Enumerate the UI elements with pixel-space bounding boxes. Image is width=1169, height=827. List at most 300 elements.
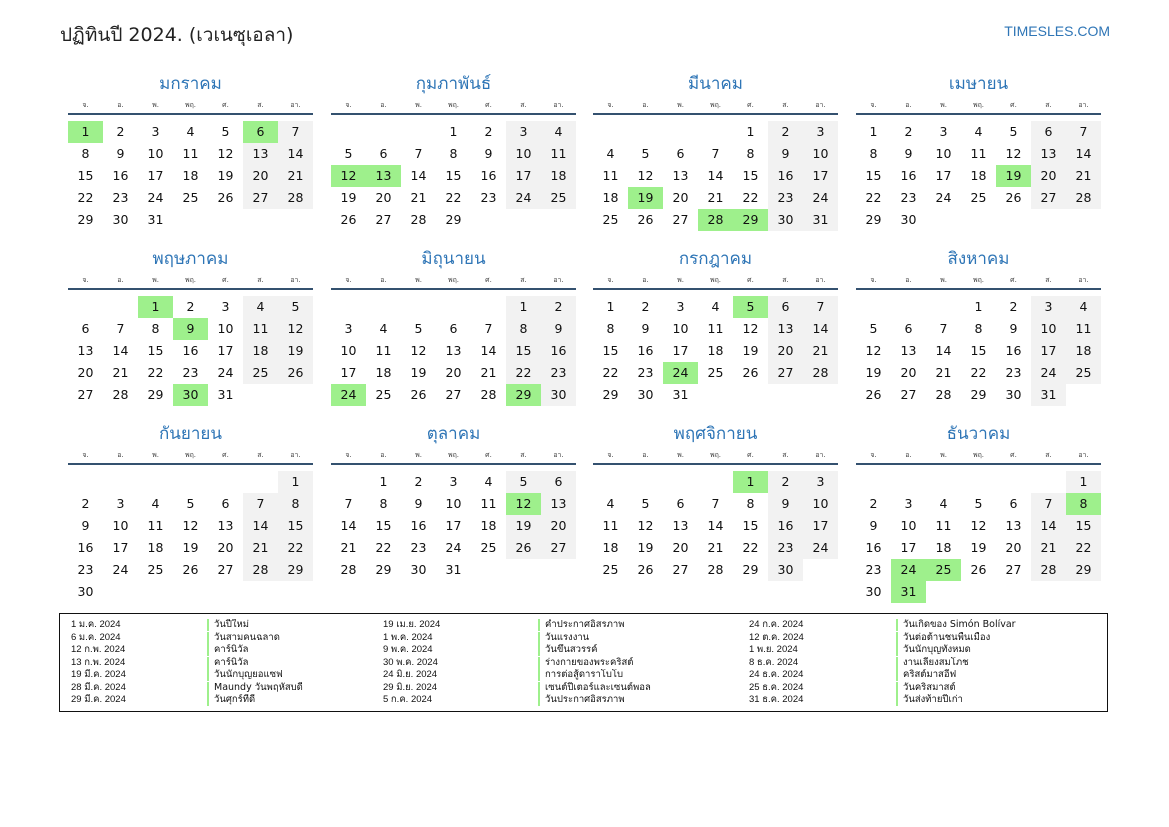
day-cell: 9 [768,493,803,515]
day-cell: 3 [939,124,948,139]
weekday-header [856,450,1101,462]
day-cell: 16 [768,515,803,537]
day-cell: 10 [340,343,357,358]
holiday-date: 28 มี.ค. 2024 [71,681,126,693]
day-cell: 17 [803,515,838,537]
day-cell: 26 [742,365,759,380]
day-cell: 2 [641,299,650,314]
day-cell: 23 [77,562,94,577]
day-cell: 2 [186,299,195,314]
day-cell: 15 [970,343,987,358]
holiday-name: คาร์นิวัล [207,657,248,669]
day-cell: 20 [375,190,392,205]
day-cell: 22 [742,190,759,205]
weekday-label: พ. [940,101,947,109]
day-cell: 2 [869,496,878,511]
day-cell: 20 [1005,540,1022,555]
day-cell: 5 [641,146,650,161]
day-cell: 17 [672,343,689,358]
day-cell: 4 [939,496,948,511]
weekday-label: ศ. [222,101,229,109]
month-name: มีนาคม [688,74,743,94]
day-cell: 9 [116,146,125,161]
day-cell: 8 [974,321,983,336]
weekday-label: ส. [520,101,527,109]
day-cell: 21 [1031,537,1066,559]
weekday-header [331,100,576,112]
day-cell: 30 [410,562,427,577]
day-cell: 12 [278,318,313,340]
weekday-label: อ. [380,101,387,109]
weekday-label: อ. [905,276,912,284]
day-cell: 15 [1066,515,1101,537]
holiday-name: งานเลี้ยงสมโภช [896,657,969,669]
weekday-label: ศ. [222,276,229,284]
month-block [68,247,313,417]
weekday-label: จ. [345,276,352,284]
day-cell: 23 [410,540,427,555]
month-block [68,72,313,242]
day-cell: 30 [112,212,129,227]
day-cell: 15 [602,343,619,358]
weekday-label: จ. [345,101,352,109]
day-cell: 29 [865,212,882,227]
day-cell: 14 [1066,143,1101,165]
day-cell: 4 [379,321,388,336]
day-cell: 25 [541,187,576,209]
weekday-label: จ. [82,451,89,459]
day-cell: 18 [602,190,619,205]
weekday-label: ส. [257,276,264,284]
day-cell: 19 [410,365,427,380]
day-cell: 21 [707,540,724,555]
weekday-label: พฤ. [447,276,460,284]
weekday-label: พฤ. [184,276,197,284]
day-cell: 31 [147,212,164,227]
holiday-name: ร่างกายของพระคริสต์ [538,657,633,669]
day-cell: 1 [974,299,983,314]
day-cell: 11 [541,143,576,165]
weekday-label: พฤ. [972,276,985,284]
day-cell: 13 [768,318,803,340]
day-cell: 3 [116,496,125,511]
holiday-date: 24 มิ.ย. 2024 [383,669,438,680]
day-cell: 28 [935,387,952,402]
day-cell: 6 [676,496,685,511]
day-cell: 16 [637,343,654,358]
day-cell: 19 [996,165,1031,187]
day-cell: 10 [672,321,689,336]
day-cell: 14 [935,343,952,358]
holiday-name: เซนต์ปีเตอร์และเซนต์พอล [538,682,651,694]
holiday-name: วันสามคนฉลาด [207,632,280,644]
day-cell: 21 [1066,165,1101,187]
day-cell: 30 [637,387,654,402]
day-cell: 17 [445,518,462,533]
weekday-label: พ. [677,101,684,109]
weekday-label: ศ. [485,451,492,459]
day-cell: 12 [1005,146,1022,161]
day-cell: 28 [410,212,427,227]
day-cell: 3 [803,471,838,493]
day-cell: 9 [541,318,576,340]
day-cell: 17 [803,165,838,187]
month-name: ธันวาคม [946,424,1011,444]
month-block [593,422,838,592]
day-cell: 3 [151,124,160,139]
month-name: พฤษภาคม [152,249,229,269]
holiday-name: คริสต์มาสอีฟ [896,669,956,681]
day-cell: 24 [445,540,462,555]
day-cell: 6 [221,496,230,511]
holiday-date: 19 เม.ย. 2024 [383,619,441,630]
day-cell: 7 [939,321,948,336]
holiday-name: วันแรงงาน [538,632,589,644]
day-cell: 9 [904,146,913,161]
day-cell: 18 [970,168,987,183]
day-cell: 6 [541,471,576,493]
day-cell: 8 [746,496,755,511]
day-cell: 6 [904,321,913,336]
day-cell: 22 [506,362,541,384]
holiday-date: 8 ธ.ค. 2024 [749,656,799,668]
day-cell: 14 [1031,515,1066,537]
day-cell: 10 [803,143,838,165]
day-cell: 24 [803,187,838,209]
weekday-label: ศ. [485,276,492,284]
holiday-date: 13 ก.พ. 2024 [71,656,126,668]
weekday-label: พ. [415,276,422,284]
weekday-label: อา. [1078,451,1089,459]
day-cell: 10 [935,146,952,161]
weekday-label: พฤ. [184,451,197,459]
day-cell: 22 [865,190,882,205]
day-cell: 19 [637,540,654,555]
day-cell: 28 [278,187,313,209]
day-cell: 2 [484,124,493,139]
day-cell: 28 [340,562,357,577]
weekday-label: ส. [1045,276,1052,284]
weekday-label: อา. [290,451,301,459]
day-cell: 10 [445,496,462,511]
day-cell: 1 [869,124,878,139]
day-cell: 31 [672,387,689,402]
day-cell: 15 [865,168,882,183]
month-divider [593,113,838,115]
day-cell: 27 [445,387,462,402]
weekday-label: จ. [82,101,89,109]
month-block [593,72,838,242]
weekday-label: ส. [782,101,789,109]
day-cell: 27 [77,387,94,402]
weekday-label: ส. [520,276,527,284]
day-cell: 27 [243,187,278,209]
day-cell: 11 [602,518,619,533]
day-cell: 1 [379,474,388,489]
day-cell: 3 [221,299,230,314]
weekday-label: อา. [553,101,564,109]
holiday-name: คำประกาศอิสรภาพ [538,619,625,631]
day-cell: 26 [182,562,199,577]
day-cell: 28 [1031,559,1066,581]
day-cell: 11 [480,496,497,511]
weekday-label: จ. [870,451,877,459]
day-cell: 11 [970,146,987,161]
day-cell: 18 [375,365,392,380]
day-cell: 24 [663,362,698,384]
month-divider [331,288,576,290]
holiday-name: วันศุกร์ที่ดี [207,694,255,706]
day-cell: 19 [340,190,357,205]
holiday-list [59,613,1108,712]
weekday-label: ศ. [222,451,229,459]
day-cell: 1 [606,299,615,314]
day-cell: 18 [707,343,724,358]
holiday-date: 29 มี.ค. 2024 [71,694,126,705]
page-title: ปฏิทินปี 2024. (เวเนซุเอลา) [60,24,294,46]
day-cell: 20 [900,365,917,380]
day-cell: 28 [243,559,278,581]
day-cell: 25 [480,540,497,555]
day-cell: 4 [243,296,278,318]
holiday-name: วันประกาศอิสรภาพ [538,694,625,706]
day-cell: 10 [147,146,164,161]
weekday-label: อา. [815,101,826,109]
day-cell: 5 [1009,124,1018,139]
day-cell: 7 [116,321,125,336]
day-cell: 28 [112,387,129,402]
day-cell: 1 [733,471,768,493]
day-cell: 26 [1005,190,1022,205]
day-cell: 1 [278,471,313,493]
day-cell: 17 [900,540,917,555]
day-cell: 21 [340,540,357,555]
day-cell: 17 [935,168,952,183]
day-cell: 4 [186,124,195,139]
day-cell: 25 [602,562,619,577]
weekday-label: ศ. [1010,101,1017,109]
weekday-label: จ. [82,276,89,284]
day-cell: 26 [506,537,541,559]
day-cell: 20 [243,165,278,187]
day-cell: 12 [865,343,882,358]
day-cell: 25 [182,190,199,205]
day-cell: 17 [217,343,234,358]
weekday-label: พ. [677,276,684,284]
day-cell: 28 [803,362,838,384]
day-cell: 24 [112,562,129,577]
weekday-label: พ. [415,451,422,459]
weekday-label: จ. [607,451,614,459]
weekday-label: จ. [345,451,352,459]
day-cell: 25 [926,559,961,581]
holiday-date: 24 ธ.ค. 2024 [749,669,804,680]
day-cell: 23 [1005,365,1022,380]
day-cell: 30 [768,209,803,231]
month-divider [331,113,576,115]
day-cell: 26 [970,562,987,577]
month-block [593,247,838,417]
day-cell: 23 [541,362,576,384]
day-cell: 3 [1031,296,1066,318]
day-cell: 6 [676,146,685,161]
day-cell: 14 [707,168,724,183]
day-cell: 20 [77,365,94,380]
day-cell: 27 [375,212,392,227]
day-cell: 25 [147,562,164,577]
day-cell: 27 [900,387,917,402]
day-cell: 22 [375,540,392,555]
month-divider [856,288,1101,290]
day-cell: 4 [151,496,160,511]
day-cell: 10 [900,518,917,533]
month-divider [856,113,1101,115]
day-cell: 6 [243,121,278,143]
day-cell: 2 [541,296,576,318]
day-cell: 7 [278,121,313,143]
day-cell: 7 [1066,121,1101,143]
day-cell: 27 [217,562,234,577]
day-cell: 7 [243,493,278,515]
day-cell: 24 [331,384,366,406]
day-cell: 8 [1066,493,1101,515]
day-cell: 22 [602,365,619,380]
day-cell: 22 [1066,537,1101,559]
month-divider [68,463,313,465]
day-cell: 1 [746,124,755,139]
day-cell: 12 [637,168,654,183]
day-cell: 7 [1031,493,1066,515]
day-cell: 31 [445,562,462,577]
day-cell: 13 [243,143,278,165]
day-cell: 19 [628,187,663,209]
weekday-label: พฤ. [447,101,460,109]
day-cell: 14 [480,343,497,358]
weekday-label: อ. [380,276,387,284]
weekday-label: ส. [1045,101,1052,109]
day-cell: 1 [138,296,173,318]
day-cell: 16 [77,540,94,555]
day-cell: 9 [173,318,208,340]
day-cell: 13 [1031,143,1066,165]
day-cell: 29 [375,562,392,577]
weekday-label: ศ. [485,101,492,109]
month-block [856,72,1101,242]
day-cell: 6 [1009,496,1018,511]
day-cell: 6 [81,321,90,336]
weekday-header [68,100,313,112]
day-cell: 2 [904,124,913,139]
day-cell: 3 [676,299,685,314]
day-cell: 20 [1031,165,1066,187]
day-cell: 9 [414,496,423,511]
day-cell: 19 [182,540,199,555]
day-cell: 20 [672,190,689,205]
day-cell: 4 [974,124,983,139]
weekday-label: จ. [870,101,877,109]
month-block [68,422,313,599]
day-cell: 24 [803,537,838,559]
day-cell: 15 [147,343,164,358]
day-cell: 30 [541,384,576,406]
day-cell: 13 [541,493,576,515]
weekday-label: อ. [117,451,124,459]
day-cell: 18 [935,540,952,555]
day-cell: 20 [541,515,576,537]
day-cell: 8 [81,146,90,161]
day-cell: 27 [1031,187,1066,209]
day-cell: 3 [449,474,458,489]
day-cell: 26 [637,212,654,227]
day-cell: 23 [768,537,803,559]
weekday-label: อา. [553,276,564,284]
day-cell: 8 [449,146,458,161]
holiday-date: 25 ธ.ค. 2024 [749,681,804,693]
holiday-date: 1 ม.ค. 2024 [71,619,121,630]
day-cell: 14 [243,515,278,537]
day-cell: 12 [410,343,427,358]
day-cell: 11 [602,168,619,183]
day-cell: 17 [340,365,357,380]
day-cell: 19 [742,343,759,358]
day-cell: 27 [541,537,576,559]
day-cell: 13 [366,165,401,187]
day-cell: 2 [768,121,803,143]
day-cell: 14 [803,318,838,340]
day-cell: 12 [637,518,654,533]
holiday-name: การต่อสู้ดาราโบโบ [538,669,623,681]
day-cell: 12 [506,493,541,515]
day-cell: 21 [803,340,838,362]
day-cell: 23 [768,187,803,209]
weekday-label: จ. [607,101,614,109]
day-cell: 5 [414,321,423,336]
holiday-name: วันต่อต้านชนพื้นเมือง [896,632,990,644]
day-cell: 10 [112,518,129,533]
day-cell: 18 [480,518,497,533]
day-cell: 26 [410,387,427,402]
day-cell: 30 [900,212,917,227]
day-cell: 18 [602,540,619,555]
day-cell: 29 [77,212,94,227]
day-cell: 27 [768,362,803,384]
weekday-label: จ. [607,276,614,284]
day-cell: 26 [340,212,357,227]
holiday-date: 1 พ.ย. 2024 [749,644,798,655]
month-divider [331,463,576,465]
weekday-label: ส. [782,276,789,284]
weekday-label: อ. [117,101,124,109]
holiday-date: 1 พ.ค. 2024 [383,631,433,643]
day-cell: 22 [742,540,759,555]
weekday-header [68,275,313,287]
holiday-date: 19 มี.ค. 2024 [71,669,126,680]
weekday-label: อา. [1078,101,1089,109]
day-cell: 4 [541,121,576,143]
holiday-date: 9 พ.ค. 2024 [383,644,433,655]
day-cell: 8 [746,146,755,161]
holiday-name: Maundy วันพฤหัสบดี [207,682,303,694]
day-cell: 7 [711,146,720,161]
day-cell: 9 [869,518,878,533]
weekday-label: ส. [782,451,789,459]
weekday-header [331,450,576,462]
weekday-label: อา. [290,101,301,109]
day-cell: 24 [217,365,234,380]
brand-link[interactable]: TIMESLES.COM [1004,23,1110,39]
holiday-date: 30 พ.ค. 2024 [383,656,438,668]
weekday-label: พฤ. [709,101,722,109]
